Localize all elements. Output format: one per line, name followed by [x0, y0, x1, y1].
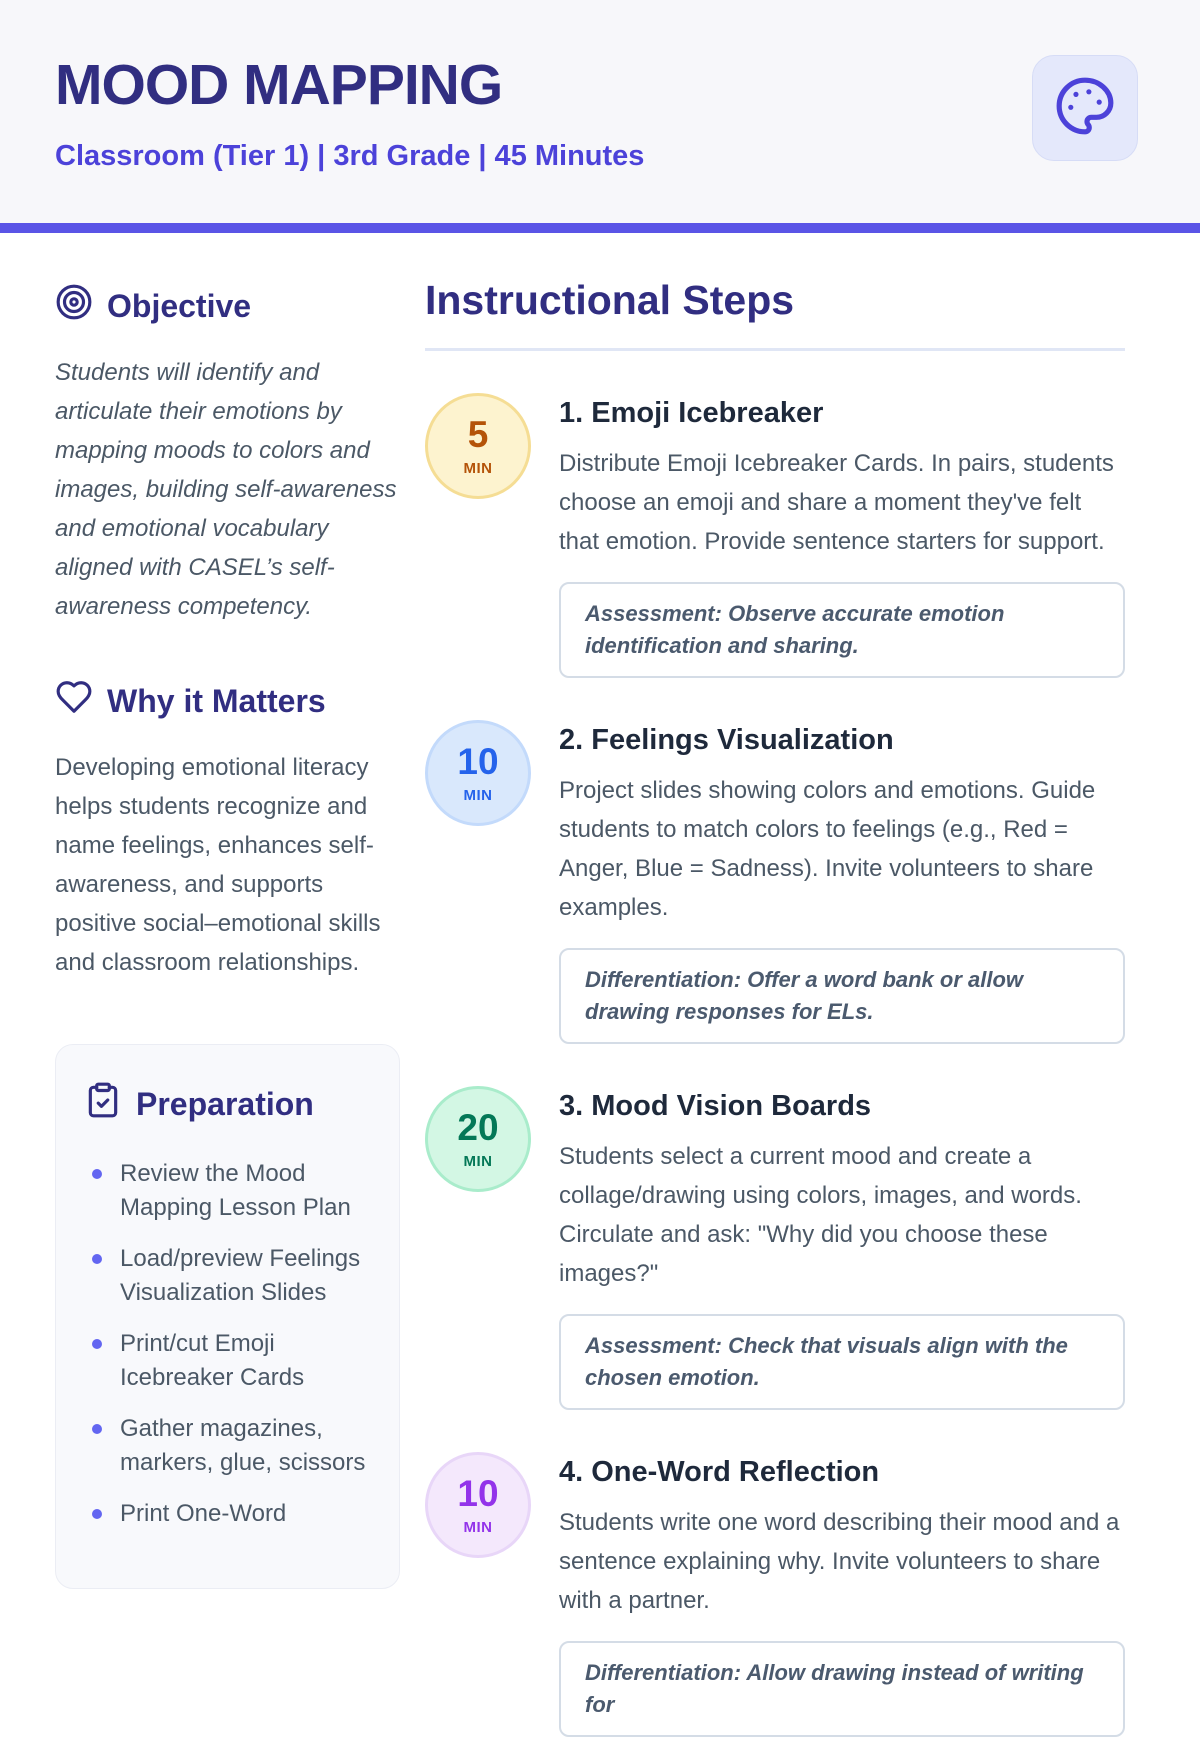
- preparation-heading-label: Preparation: [136, 1085, 314, 1122]
- step-description: Students write one word describing their mood and a sentence explaining why. Invite volunteers to share with a partner.: [559, 1509, 1120, 1614]
- duration-value: 10: [457, 1472, 499, 1514]
- duration-unit: MIN: [463, 786, 493, 804]
- palette-icon: [1054, 75, 1116, 142]
- step-body: [559, 393, 1125, 678]
- page-title: MOOD MAPPING: [55, 53, 503, 117]
- step-item: [425, 1452, 1125, 1737]
- list-item: Print/cut Emoji Icebreaker Cards: [84, 1327, 371, 1395]
- list-item: Print One-Word: [84, 1497, 371, 1531]
- list-item: Gather magazines, markers, glue, scissors: [84, 1412, 371, 1480]
- step-title: 3. Mood Vision Boards: [559, 1090, 872, 1122]
- step-item: [425, 1086, 1125, 1410]
- sidebar: [55, 283, 400, 1737]
- target-icon: [55, 283, 93, 329]
- objective-heading-label: Objective: [107, 287, 252, 324]
- objective-section: [55, 283, 400, 626]
- duration-value: 5: [467, 413, 489, 455]
- step-body: [559, 1086, 1125, 1410]
- step-item: [425, 720, 1125, 1044]
- step-note: Assessment: Observe accurate emotion identification and sharing.: [559, 582, 1125, 678]
- duration-badge: [425, 720, 531, 826]
- duration-badge: [425, 393, 531, 499]
- list-item: Review the Mood Mapping Lesson Plan: [84, 1157, 371, 1225]
- step-note: Differentiation: Allow drawing instead of writing for: [559, 1641, 1125, 1737]
- duration-badge: [425, 1086, 531, 1192]
- why-it-matters-heading: [55, 678, 400, 724]
- clipboard-check-icon: [84, 1081, 122, 1127]
- preparation-card: [55, 1044, 400, 1589]
- step-item: [425, 393, 1125, 678]
- lesson-meta: Classroom (Tier 1) | 3rd Grade | 45 Minutes: [55, 140, 645, 172]
- step-note: Differentiation: Offer a word bank or allow drawing responses for ELs.: [559, 948, 1125, 1044]
- preparation-list: [84, 1157, 371, 1531]
- step-description: Project slides showing colors and emotions. Guide students to match colors to feelings (e.g., Red = Anger, Blue = Sadness). Invite volunteers to share examples.: [559, 777, 1096, 921]
- why-it-matters-heading-label: Why it Matters: [107, 682, 326, 719]
- objective-text: Students will identify and articulate their emotions by mapping moods to colors and images, building self-awareness and emotional vocabulary aligned with CASEL’s self-awareness competency.: [55, 359, 397, 620]
- step-description: Distribute Emoji Icebreaker Cards. In pairs, students choose an emoji and share a moment they've felt that emotion. Provide sentence starters for support.: [559, 450, 1114, 555]
- why-it-matters-section: [55, 678, 400, 982]
- duration-unit: MIN: [463, 1152, 493, 1170]
- duration-value: 20: [457, 1106, 499, 1148]
- list-item: Load/preview Feelings Visualization Slides: [84, 1242, 371, 1310]
- heart-icon: [55, 678, 93, 724]
- duration-unit: MIN: [463, 459, 493, 477]
- step-title: 1. Emoji Icebreaker: [559, 397, 824, 429]
- instructional-steps-section: [425, 277, 1125, 1737]
- why-it-matters-text: Developing emotional literacy helps students recognize and name feelings, enhances self-awareness, and supports positive social–emotional skills and classroom relationships.: [55, 754, 381, 976]
- duration-badge: [425, 1452, 531, 1558]
- header-icon-box: [1032, 55, 1138, 161]
- objective-heading: [55, 283, 400, 329]
- duration-value: 10: [457, 740, 499, 782]
- main-content: [0, 233, 1200, 1737]
- step-title: 2. Feelings Visualization: [559, 724, 894, 756]
- step-body: [559, 1452, 1125, 1737]
- preparation-heading: [84, 1081, 371, 1127]
- step-body: [559, 720, 1125, 1044]
- step-title: 4. One-Word Reflection: [559, 1456, 880, 1488]
- page-header: [0, 0, 1200, 233]
- step-note: Assessment: Check that visuals align with the chosen emotion.: [559, 1314, 1125, 1410]
- duration-unit: MIN: [463, 1518, 493, 1536]
- instructional-steps-heading: Instructional Steps: [425, 277, 1125, 351]
- step-description: Students select a current mood and create a collage/drawing using colors, images, and words. Circulate and ask: "Why did you choose these images?": [559, 1143, 1082, 1287]
